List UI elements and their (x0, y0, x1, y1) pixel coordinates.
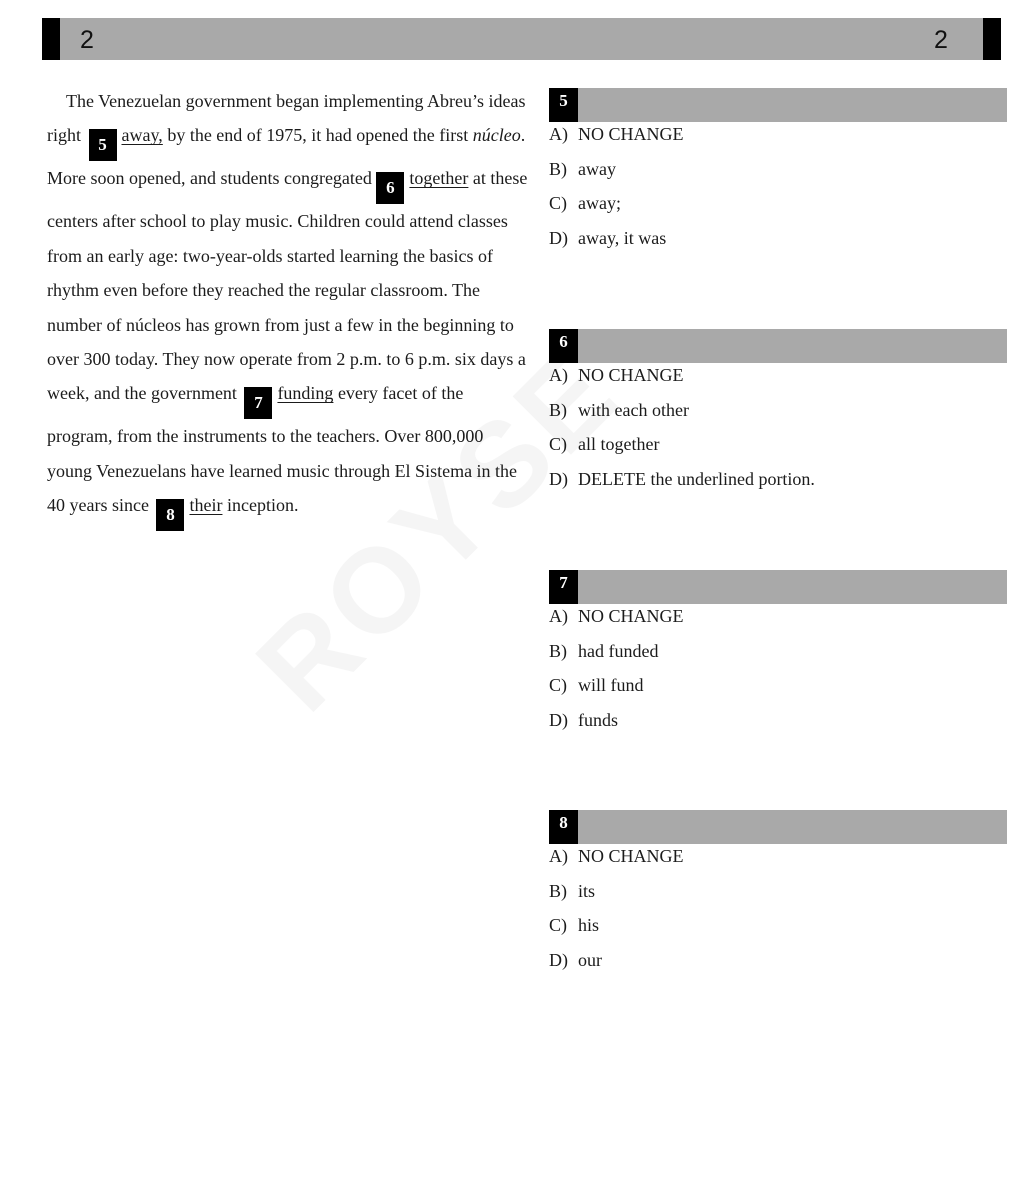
choice-text: had funded (578, 640, 659, 661)
question-number: 5 (549, 88, 578, 122)
choice-text: with each other (578, 399, 689, 420)
question-header-bar (549, 810, 1007, 844)
choice-letter: A) (549, 846, 568, 866)
answer-choice-b[interactable] (549, 634, 1007, 669)
passage-paragraph (47, 84, 529, 531)
answer-choice-d[interactable] (549, 221, 1007, 256)
answer-choice-d[interactable] (549, 943, 1007, 978)
question-header-bar (549, 570, 1007, 604)
answer-choice-c[interactable] (549, 186, 1007, 221)
question-marker-6[interactable]: 6 (376, 172, 404, 204)
answer-choice-d[interactable] (549, 462, 1007, 497)
answer-choices (549, 599, 1007, 737)
question-header-bar (549, 88, 1007, 122)
answer-choice-c[interactable] (549, 908, 1007, 943)
passage-text: at these centers after school to play music. Children could attend classes from an early age: two-year-olds started learning the basics of rhythm even before they reached the regular classroom. The number of núcleos has grown from just a few in the beginning to over 300 today. They now operate from 2 p.m. to 6 p.m. six days a week, and the government (47, 168, 528, 404)
choice-letter: D) (549, 709, 568, 730)
choice-text: away (578, 158, 616, 179)
answer-choices (549, 839, 1007, 977)
section-header-left-marker (42, 18, 60, 60)
choice-letter: B) (549, 880, 567, 901)
choice-letter: C) (549, 434, 567, 455)
answer-choice-a[interactable] (549, 117, 1007, 152)
choice-text: funds (578, 709, 618, 730)
choice-letter: B) (549, 399, 567, 420)
choice-text: NO CHANGE (578, 606, 684, 626)
choice-letter: C) (549, 915, 567, 936)
answer-choice-b[interactable] (549, 393, 1007, 428)
question-8 (549, 810, 1007, 977)
answer-choice-c[interactable] (549, 427, 1007, 462)
passage-italic-term: núcleo (472, 125, 521, 146)
passage-text: The Venezuelan government began implementing Abreu’s ideas right (47, 91, 526, 146)
passage-text: by the end of 1975, it had opened the first (162, 125, 473, 146)
choice-letter: B) (549, 158, 567, 179)
question-header-bar (549, 329, 1007, 363)
question-6 (549, 329, 1007, 496)
choice-text: NO CHANGE (578, 846, 684, 866)
choice-letter: A) (549, 606, 568, 626)
choice-letter: D) (549, 227, 568, 248)
answer-choices (549, 117, 1007, 255)
passage-text: . More soon opened, and students congregated (47, 125, 526, 189)
question-5 (549, 88, 1007, 255)
answer-choice-a[interactable] (549, 839, 1007, 874)
answer-choices (549, 358, 1007, 496)
choice-letter: B) (549, 640, 567, 661)
choice-letter: A) (549, 124, 568, 144)
question-number: 7 (549, 570, 578, 604)
underlined-portion-6: together (409, 168, 469, 189)
choice-text: his (578, 915, 600, 936)
choice-text: NO CHANGE (578, 365, 684, 385)
answer-choice-d[interactable] (549, 703, 1007, 738)
choice-text: NO CHANGE (578, 124, 684, 144)
question-7 (549, 570, 1007, 737)
choice-letter: D) (549, 949, 568, 970)
passage-text: inception. (222, 495, 299, 516)
question-marker-5[interactable]: 5 (89, 129, 117, 161)
choice-letter: A) (549, 365, 568, 385)
underlined-portion-8: their (189, 495, 223, 516)
answer-choice-c[interactable] (549, 668, 1007, 703)
question-number: 6 (549, 329, 578, 363)
choice-letter: D) (549, 468, 568, 489)
choice-text: will fund (578, 675, 644, 696)
question-number: 8 (549, 810, 578, 844)
question-marker-8[interactable]: 8 (156, 499, 184, 531)
choice-text: all together (578, 434, 660, 455)
answer-choice-b[interactable] (549, 874, 1007, 909)
choice-text: DELETE the underlined portion. (578, 468, 815, 489)
section-header-bar (42, 18, 1000, 60)
answer-choice-a[interactable] (549, 358, 1007, 393)
section-header-right-marker (983, 18, 1001, 60)
underlined-portion-7: funding (277, 383, 334, 404)
choice-text: away, it was (578, 227, 667, 248)
section-number-right: 2 (934, 26, 948, 54)
choice-text: our (578, 949, 602, 970)
choice-text: away; (578, 193, 621, 214)
underlined-portion-5: away, (121, 125, 163, 146)
choice-text: its (578, 880, 596, 901)
section-number-left: 2 (80, 26, 94, 54)
answer-choice-a[interactable] (549, 599, 1007, 634)
question-marker-7[interactable]: 7 (244, 387, 272, 419)
choice-letter: C) (549, 675, 567, 696)
passage-text: every facet of the program, from the instruments to the teachers. Over 800,000 young Venezuelans have learned music through El Sistema in the 40 years since (47, 383, 518, 516)
choice-letter: C) (549, 193, 567, 214)
answer-choice-b[interactable] (549, 152, 1007, 187)
